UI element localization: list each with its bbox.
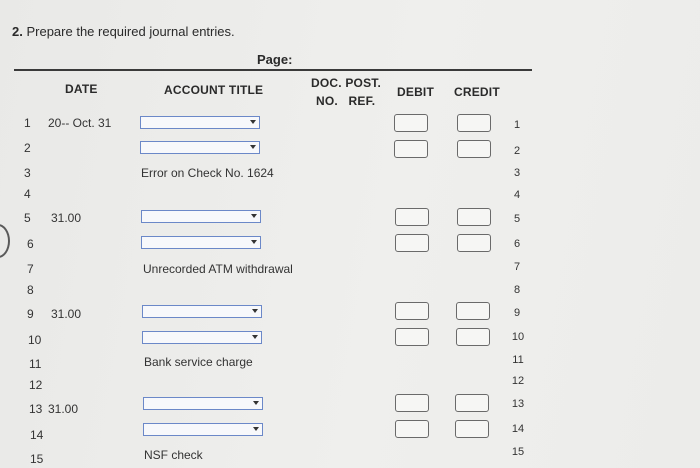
credit-input[interactable] [457,208,491,226]
column-header-debit: DEBIT [397,85,434,99]
row-number-right: 5 [513,213,521,225]
row-number-left: 10 [28,333,42,347]
entry-description: Unrecorded ATM withdrawal [143,262,293,276]
row-number-left: 14 [30,428,44,442]
row-number-right: 12 [511,375,525,387]
credit-input[interactable] [455,420,489,438]
entry-date: 31.00 [51,307,82,321]
chevron-down-icon [251,214,257,218]
chevron-down-icon [253,401,259,405]
row-number-right: 14 [511,423,525,435]
row-number-right: 13 [511,398,525,410]
entry-description: NSF check [144,448,203,462]
column-header-date: DATE [65,82,98,96]
page-label: Page: [257,52,293,67]
row-number-right: 8 [513,284,521,296]
row-number-left: 15 [30,452,44,466]
account-title-select[interactable] [141,236,261,249]
row-number-right: 11 [512,354,524,366]
row-number-right: 3 [513,167,521,179]
column-header-no-ref: NO. REF. [316,94,376,108]
row-number-left: 1 [24,116,31,130]
question-heading [12,24,235,39]
chevron-down-icon [253,427,259,431]
row-number-right: 9 [513,307,521,319]
account-title-select[interactable] [140,141,260,154]
row-number-right: 4 [513,189,521,201]
row-number-left: 2 [24,141,31,155]
row-number-left: 8 [27,283,34,297]
credit-input[interactable] [456,302,490,320]
debit-input[interactable] [395,208,429,226]
row-number-left: 13 [29,402,43,416]
debit-input[interactable] [394,114,428,132]
question-number: 2. [12,24,23,39]
credit-input[interactable] [457,234,491,252]
chevron-down-icon [252,335,258,339]
account-title-select[interactable] [143,397,263,410]
chevron-down-icon [250,120,256,124]
question-text: Prepare the required journal entries. [26,24,235,39]
account-title-select[interactable] [142,305,262,318]
debit-input[interactable] [395,302,429,320]
entry-description: Bank service charge [144,355,253,369]
credit-input[interactable] [455,394,489,412]
entry-date: 31.00 [48,402,79,416]
chevron-down-icon [252,309,258,313]
debit-input[interactable] [395,394,429,412]
account-title-select[interactable] [141,210,261,223]
row-number-left: 6 [27,237,34,251]
row-number-right: 1 [513,119,521,131]
chevron-down-icon [250,145,256,149]
row-number-right: 6 [513,238,521,250]
entry-date: 31.00 [51,211,82,225]
credit-input[interactable] [456,328,490,346]
row-number-left: 5 [24,211,31,225]
row-number-left: 11 [29,357,42,371]
debit-input[interactable] [395,420,429,438]
account-title-select[interactable] [143,423,263,436]
column-header-doc-post: DOC. POST. [311,76,382,90]
row-number-right: 7 [513,261,521,273]
entry-description: Error on Check No. 1624 [141,166,274,180]
column-header-account-title: ACCOUNT TITLE [164,83,264,97]
credit-input[interactable] [457,114,491,132]
account-title-select[interactable] [140,116,260,129]
account-title-select[interactable] [142,331,262,344]
row-number-left: 9 [27,307,34,321]
margin-bracket [0,224,10,258]
debit-input[interactable] [395,328,429,346]
row-number-left: 12 [29,378,43,392]
header-rule [14,69,532,71]
row-number-left: 4 [24,187,31,201]
chevron-down-icon [251,240,257,244]
debit-input[interactable] [395,234,429,252]
row-number-left: 7 [27,262,34,276]
row-number-right: 15 [511,446,525,458]
row-number-left: 3 [24,166,31,180]
credit-input[interactable] [457,140,491,158]
entry-date: 20-- Oct. 31 [48,116,112,130]
row-number-right: 2 [513,145,521,157]
row-number-right: 10 [511,331,525,343]
column-header-credit: CREDIT [454,85,500,99]
debit-input[interactable] [394,140,428,158]
